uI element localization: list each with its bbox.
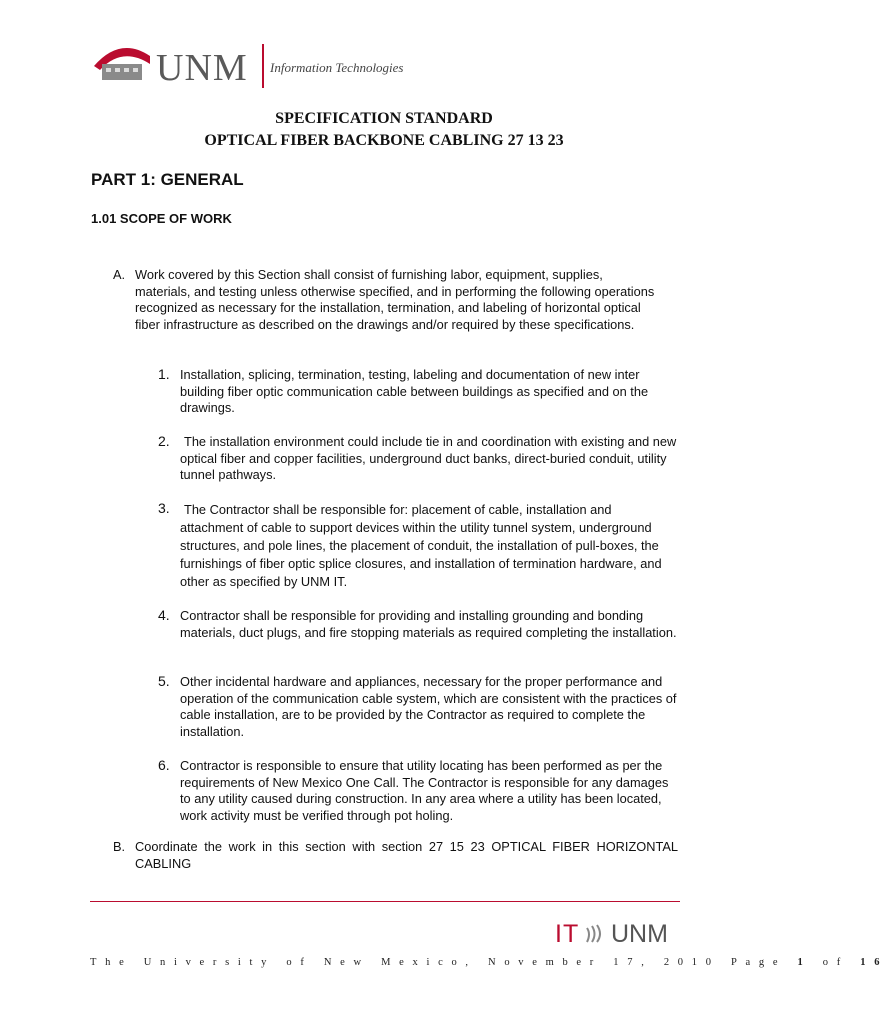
footer-page-current: 1 [797, 957, 812, 968]
unm-building-logo-icon [92, 42, 154, 84]
item-a-text: Work covered by this Section shall consist of furnishing labor, equipment, supplies, materials, and testing unless otherwise specified, and in performing the following operations recognized as necessary for the installation, termination, and labeling of horizontal optical fiber infrastructure as described on the drawings and/or required by these specifications. [135, 267, 655, 332]
item-b-marker: B. [113, 839, 126, 854]
footer-text [90, 957, 888, 968]
subitem-3-text: The Contractor shall be responsible for: placement of cable, installation and attachment of cable to support devices within the utility tunnel system, underground structures, and pole lines, the placement of conduit, the installation of pull-boxes, the furnishings of fiber optic splice closures, and installation of termination hardware, and other as specified by UNM IT. [180, 502, 662, 589]
footer-of: of [822, 957, 849, 968]
it-unm-logo [555, 920, 668, 948]
it-logo-unm: UNM [611, 920, 668, 948]
subitem-1-number: 1. [158, 366, 170, 382]
item-b-text: Coordinate the work in this section with section 27 15 23 OPTICAL FIBER HORIZONTAL CABLING [135, 839, 678, 871]
subitem-1-text: Installation, splicing, termination, testing, labeling and documentation of new inter building fiber optic communication cable between buildings as specified and on the drawings. [180, 367, 649, 415]
logo-unm-text: UNM [156, 47, 248, 89]
section-heading: 1.01 SCOPE OF WORK [91, 211, 232, 226]
subitem-2-text: The installation environment could include tie in and coordination with existing and new optical fiber and copper facilities, underground duct banks, direct-buried conduit, utility tunnel pathways. [180, 434, 677, 482]
logo-department: Information Technologies [270, 60, 404, 75]
doc-title-line2: OPTICAL FIBER BACKBONE CABLING 27 13 23 [204, 132, 564, 149]
it-logo-it: IT [555, 920, 580, 948]
subitem-6-number: 6. [158, 757, 170, 773]
footer-page-total: 16 [860, 957, 888, 968]
subitem-2-number: 2. [158, 433, 170, 449]
subitem-5-number: 5. [158, 673, 170, 689]
part-heading: PART 1: GENERAL [91, 170, 244, 189]
subitem-6-text: Contractor is responsible to ensure that utility locating has been performed as per the requirements of New Mexico One Call. The Contractor is responsible for any damages to any utility caused during construction. In any area where a utility has been located, work activity must be verified through pot holing. [180, 758, 669, 823]
logo-divider [262, 44, 264, 88]
footer-divider [90, 901, 680, 902]
header-logo [92, 42, 422, 92]
subitem-3-number: 3. [158, 500, 170, 516]
wifi-wave-icon [585, 924, 611, 944]
subitem-5-text: Other incidental hardware and appliances, necessary for the proper performance and operation of the communication cable system, which are consistent with the practices of cable installation, are to be provided by the Contractor as required to complete the installation. [180, 674, 677, 739]
subitem-4-number: 4. [158, 607, 170, 623]
footer-institution-date: The University of New Mexico, November 17, 2010 Page [90, 957, 787, 968]
doc-title-line1: SPECIFICATION STANDARD [275, 110, 493, 127]
subitem-4-text: Contractor shall be responsible for providing and installing grounding and bonding materials, duct plugs, and fire stopping materials as required completing the installation. [180, 608, 677, 640]
item-a-marker: A. [113, 267, 126, 282]
